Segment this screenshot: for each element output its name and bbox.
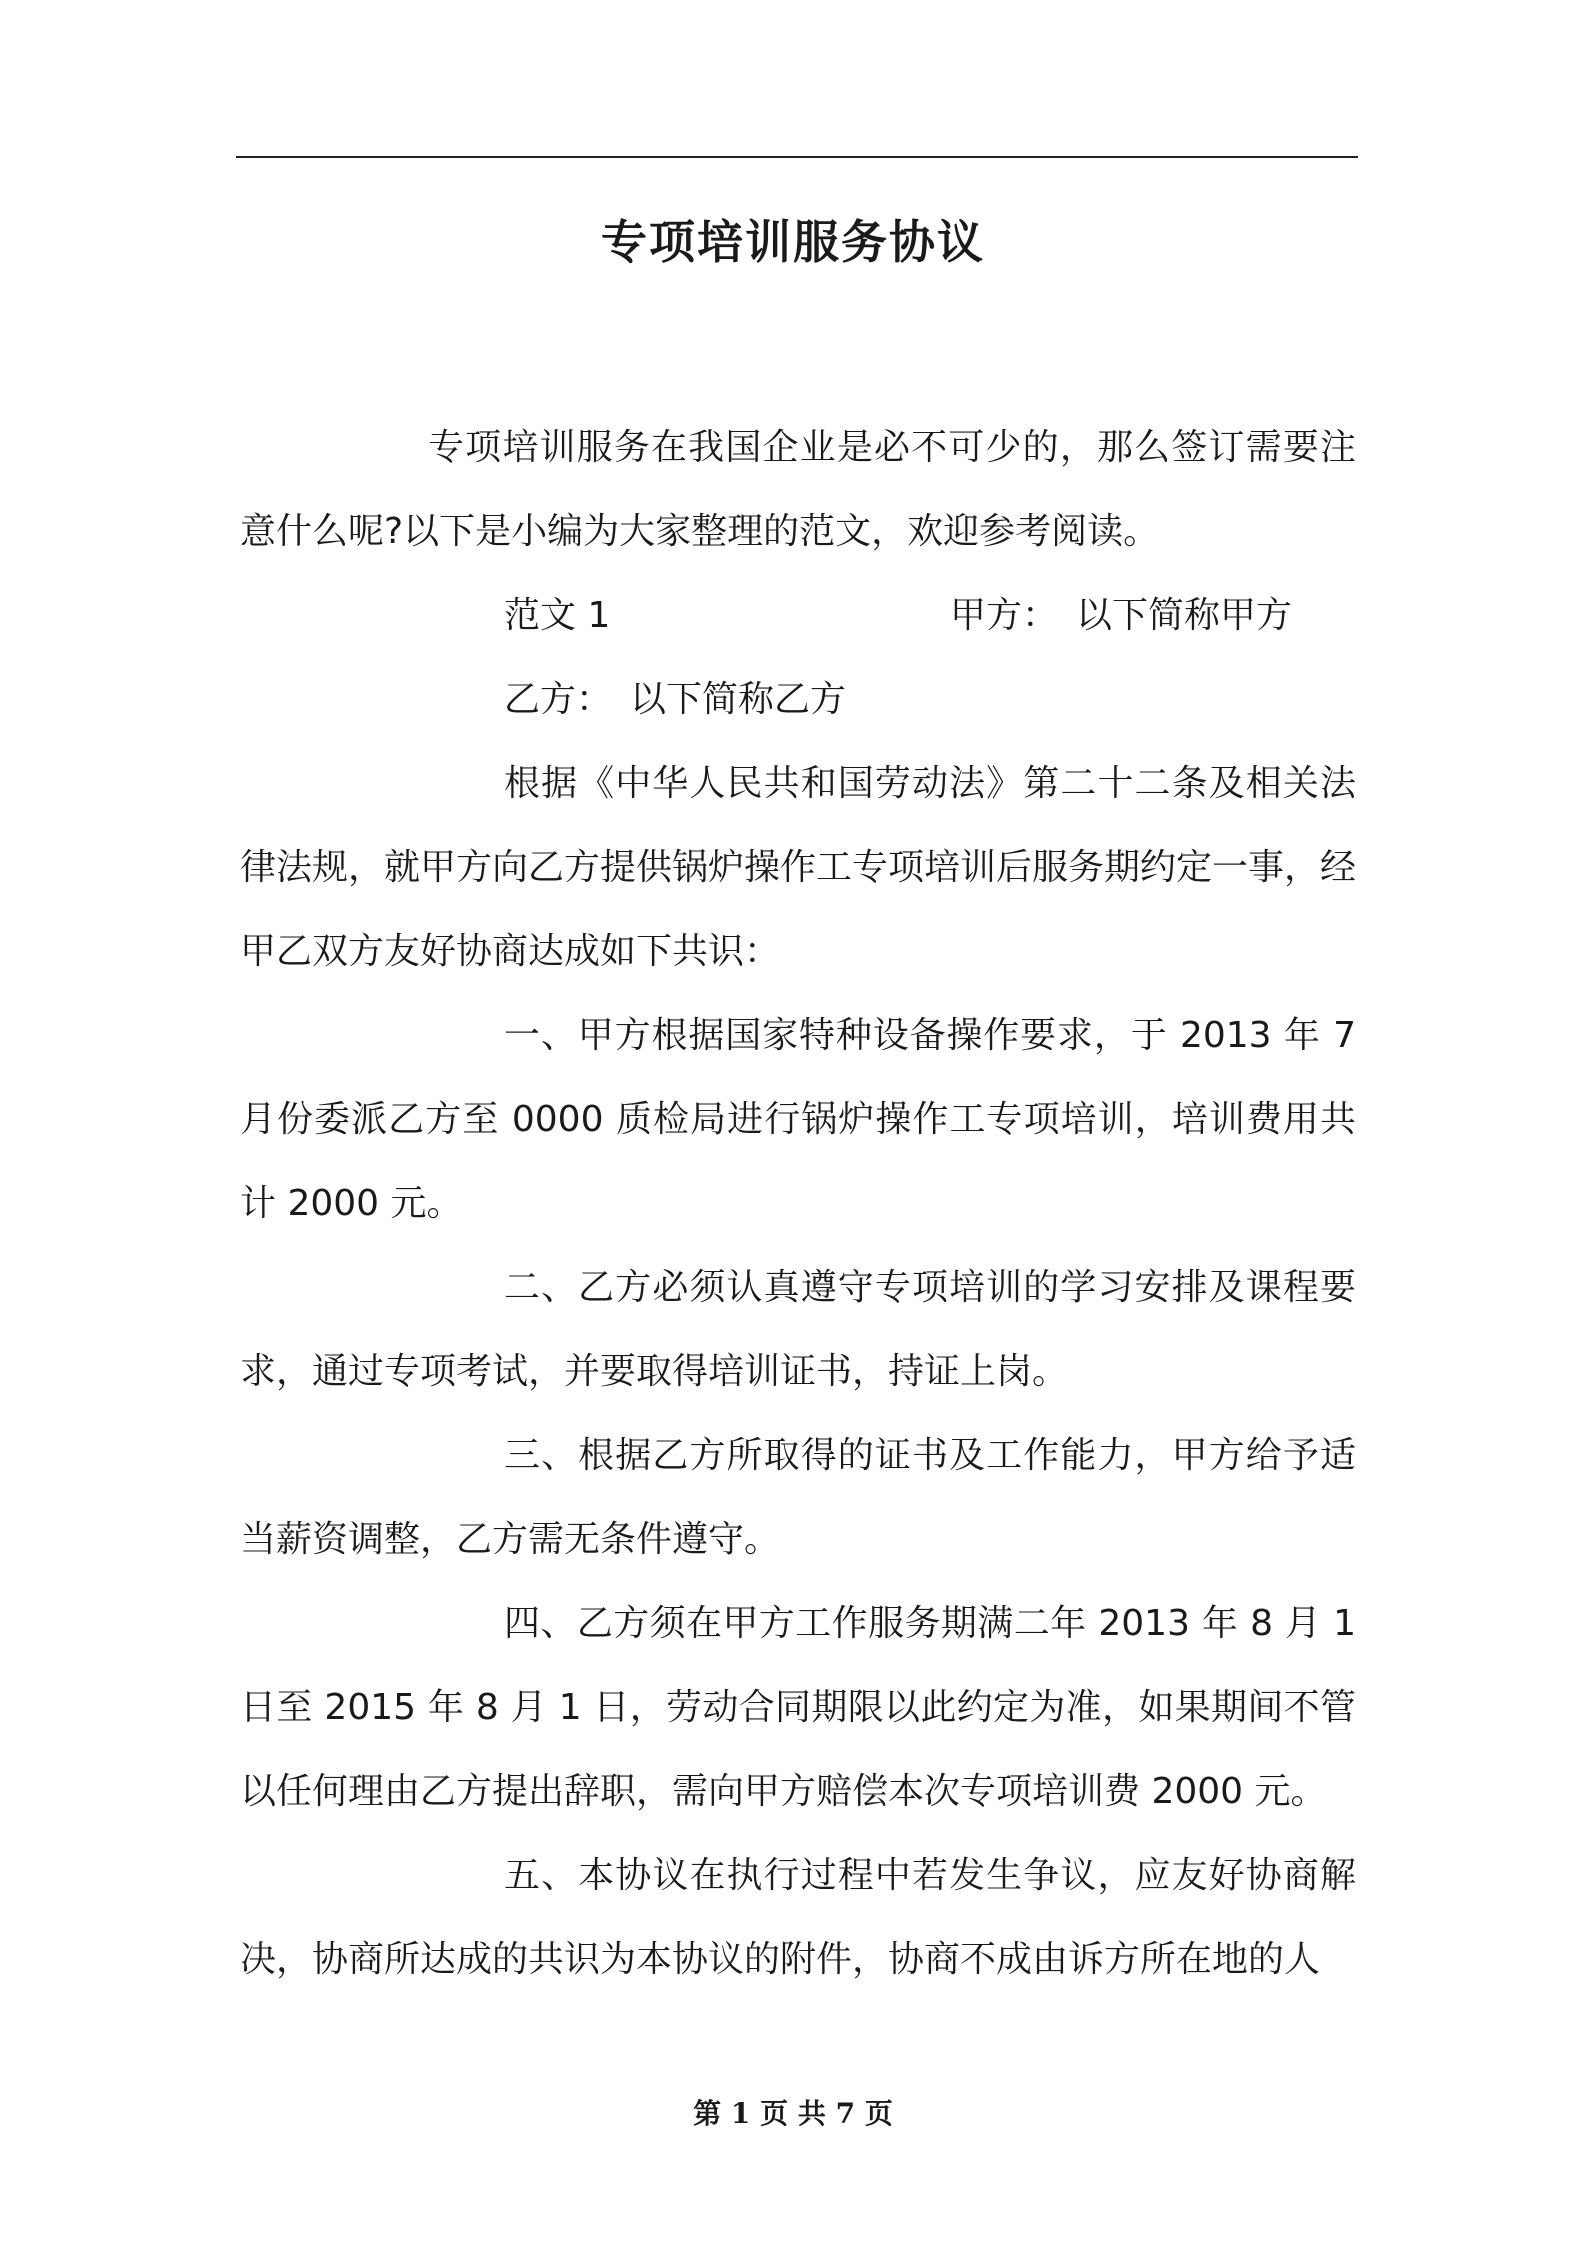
document-title: 专项培训服务协议: [601, 215, 985, 269]
clause-5: 五、本协议在执行过程中若发生争议，应友好协商解决，协商所达成的共识为本协议的附件，协商不成由诉方所在地的人: [240, 1855, 1356, 1980]
clause-1: 一、甲方根据国家特种设备操作要求，于 2013 年 7 月份委派乙方至 0000 质检局进行锅炉操作工专项培训，培训费用共计 2000 元。: [240, 1015, 1356, 1224]
clause-2: 二、乙方必须认真遵守专项培训的学习安排及课程要求，通过专项考试，并要取得培训证书，持证上岗。: [240, 1267, 1356, 1392]
party-a-line: 甲方： 以下简称甲方: [950, 595, 1293, 636]
preamble-paragraph: 根据《中华人民共和国劳动法》第二十二条及相关法律法规，就甲方向乙方提供锅炉操作工专项培训后服务期约定一事，经甲乙双方友好协商达成如下共识：: [240, 763, 1357, 972]
page-indicator: 第 1 页 共 7 页: [693, 2097, 893, 2130]
document-body: [240, 406, 1356, 2002]
intro-paragraph: 专项培训服务在我国企业是必不可少的，那么签订需要注意什么呢?以下是小编为大家整理的范文，欢迎参考阅读。: [240, 427, 1356, 552]
header-rule: [236, 156, 1358, 158]
sample-party-row: [240, 574, 1356, 658]
sample-label: 范文 1: [504, 595, 611, 636]
party-b-line: 乙方： 以下简称乙方: [504, 679, 847, 720]
clause-4: 四、乙方须在甲方工作服务期满二年 2013 年 8 月 1 日至 2015 年 8 月 1 日，劳动合同期限以此约定为准，如果期间不管以任何理由乙方提出辞职，需向甲方赔偿本次专项培训费 2000 元。: [240, 1603, 1356, 1812]
clause-3: 三、根据乙方所取得的证书及工作能力，甲方给予适当薪资调整，乙方需无条件遵守。: [240, 1435, 1356, 1560]
